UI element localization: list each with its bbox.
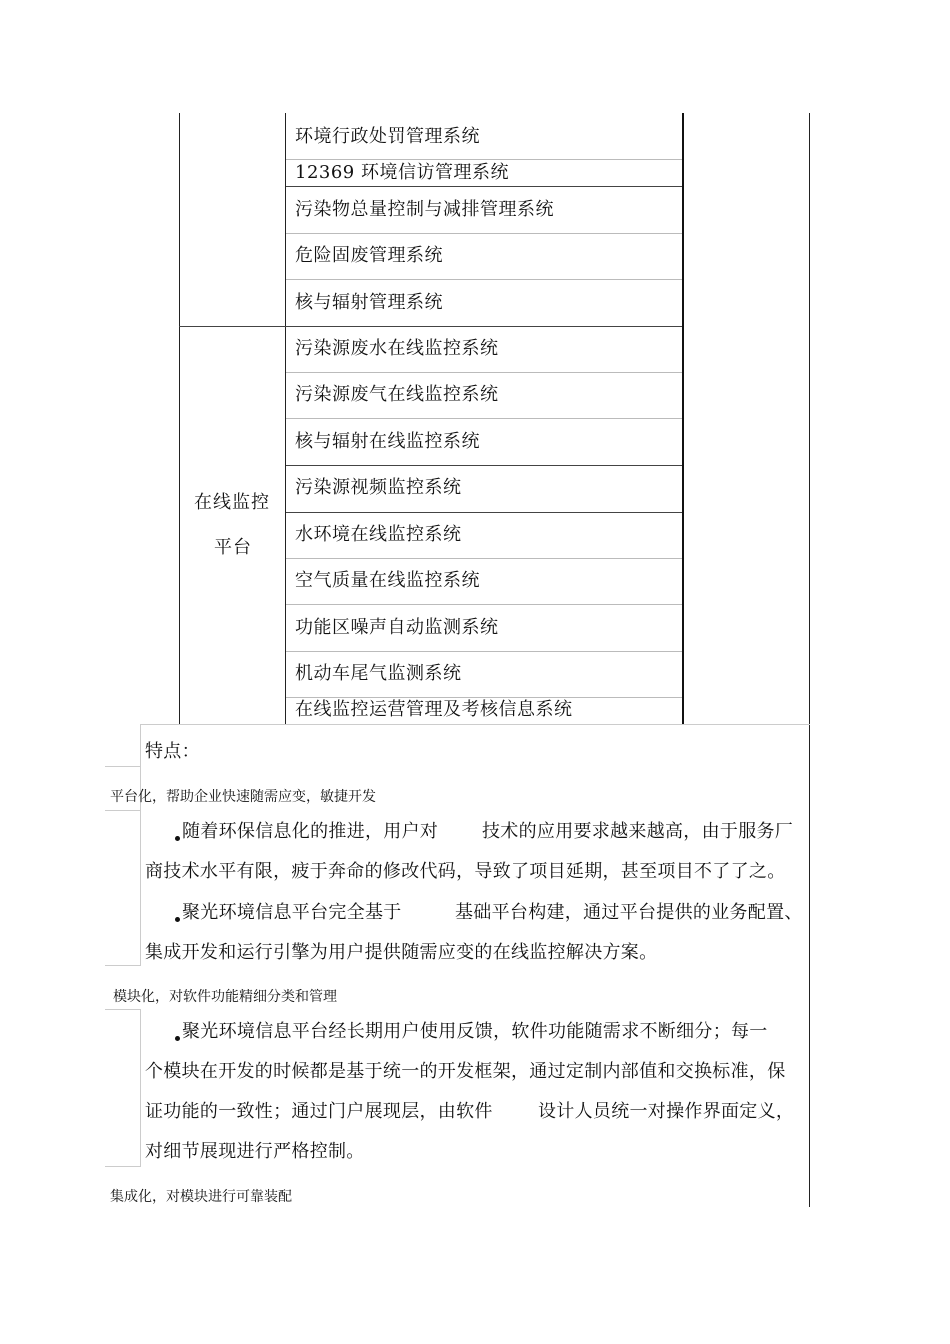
paragraph-line: 证功能的一致性；通过门户展现层，由软件 <box>145 1101 493 1122</box>
bullet-icon <box>175 836 180 841</box>
paragraph-line: 随着环保信息化的推进，用户对 <box>175 821 438 843</box>
category-label: 平台 <box>214 537 252 558</box>
paragraph-line: 聚光环境信息平台完全基于 <box>175 902 402 924</box>
category-label: 在线监控 <box>194 492 270 513</box>
paragraph-line: 对细节展现进行严格控制。 <box>145 1141 365 1162</box>
paragraph-line: 集成开发和运行引擎为用户提供随需应变的在线监控解决方案。 <box>145 942 658 963</box>
section-heading: 模块化，对软件功能精细分类和管理 <box>113 989 337 1005</box>
table-row: 环境行政处罚管理系统 <box>295 126 480 147</box>
paragraph-line: 设计人员统一对操作界面定义， <box>538 1101 795 1122</box>
table-row: 机动车尾气监测系统 <box>295 663 462 684</box>
table-row: 污染源废水在线监控系统 <box>295 338 499 359</box>
table-row: 污染源废气在线监控系统 <box>295 384 499 405</box>
table-row: 在线监控运营管理及考核信息系统 <box>295 699 573 720</box>
table-row: 12369 环境信访管理系统 <box>295 162 509 183</box>
bullet-icon <box>175 1036 180 1041</box>
section-heading: 集成化，对模块进行可靠装配 <box>110 1189 292 1205</box>
table-row: 水环境在线监控系统 <box>295 524 462 545</box>
paragraph-line: 商技术水平有限，疲于奔命的修改代码，导致了项目延期，甚至项目不了了之。 <box>145 861 786 882</box>
table-row: 危险固废管理系统 <box>295 245 443 266</box>
bullet-icon <box>175 917 180 922</box>
paragraph-line: 技术的应用要求越来越高，由于服务厂 <box>482 821 794 842</box>
section-heading: 平台化，帮助企业快速随需应变，敏捷开发 <box>110 789 376 805</box>
table-row: 功能区噪声自动监测系统 <box>295 617 499 638</box>
features-title: 特点： <box>145 741 200 762</box>
paragraph-line: 聚光环境信息平台经长期用户使用反馈，软件功能随需求不断细分；每一 <box>175 1021 768 1043</box>
table-row: 污染源视频监控系统 <box>295 477 462 498</box>
table-row: 污染物总量控制与减排管理系统 <box>295 199 554 220</box>
table-row: 核与辐射管理系统 <box>295 292 443 313</box>
table-row: 核与辐射在线监控系统 <box>295 431 480 452</box>
table-row: 空气质量在线监控系统 <box>295 570 480 591</box>
paragraph-line: 个模块在开发的时候都是基于统一的开发框架，通过定制内部值和交换标准，保 <box>145 1061 786 1082</box>
paragraph-line: 基础平台构建，通过平台提供的业务配置、 <box>455 902 803 923</box>
